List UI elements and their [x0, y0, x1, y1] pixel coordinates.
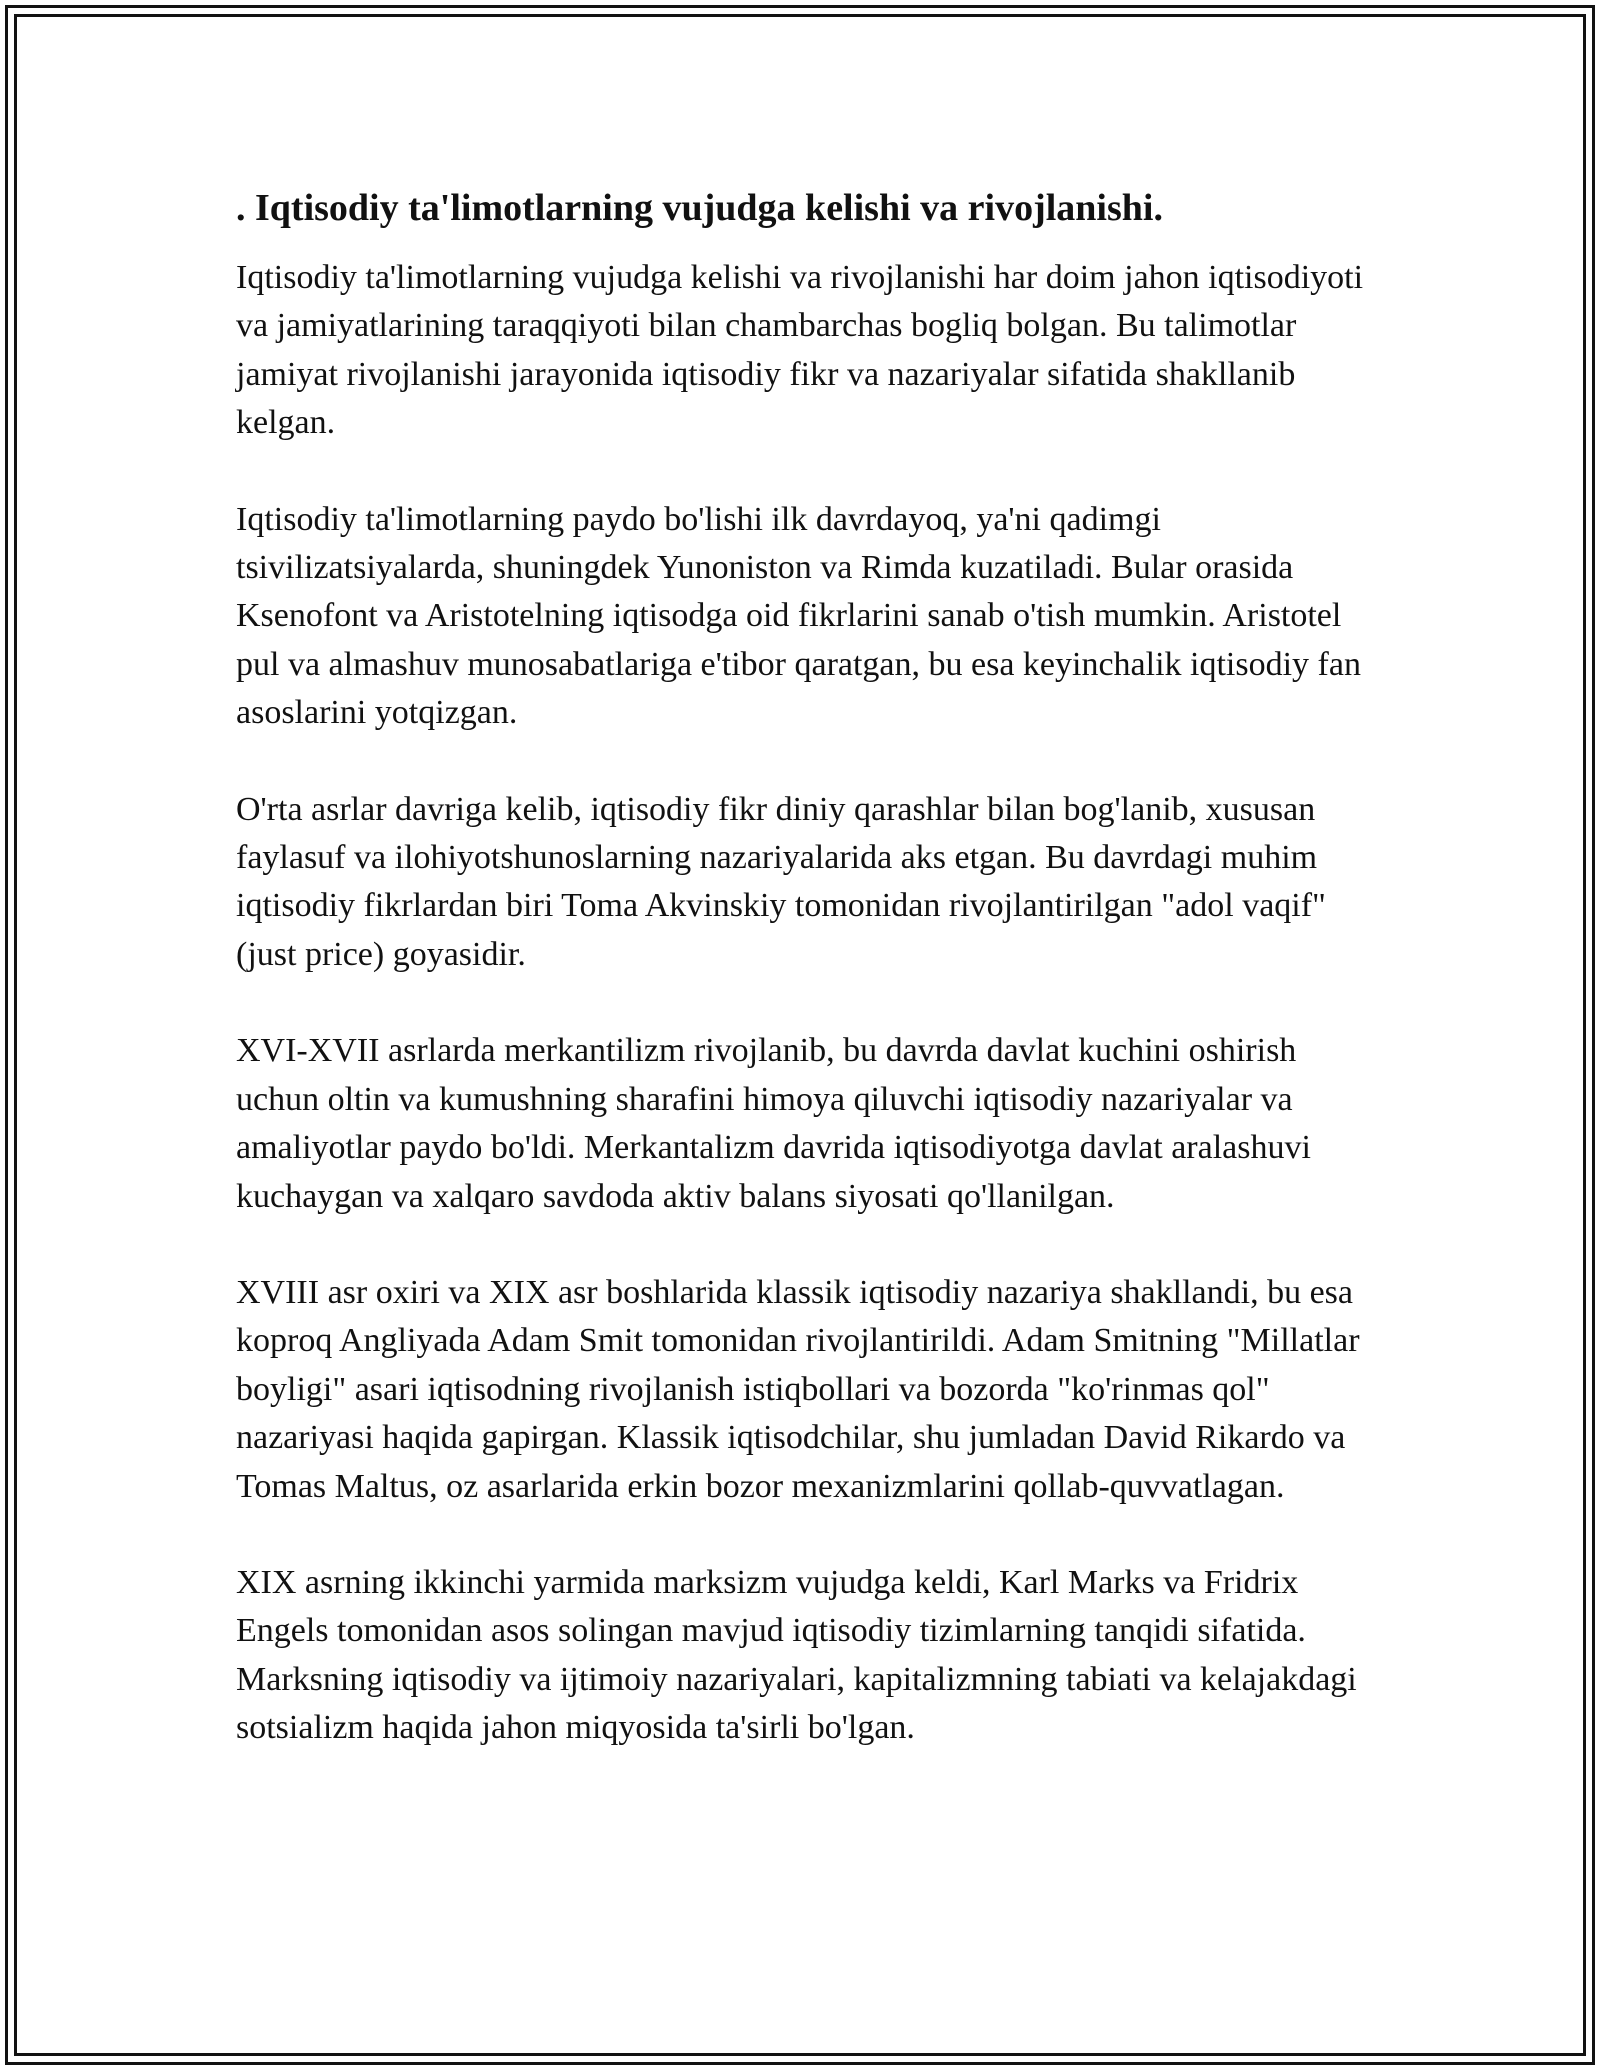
paragraph: Iqtisodiy ta'limotlarning vujudga kelishi va rivojlanishi har doim jahon iqtisodiyoti va jamiyatlarining taraqqiyoti bilan chambarchas bogliq bolgan. Bu talimotlar jamiyat rivojlanishi jarayonida iqtisodiy fikr va nazariyalar sifatida shakllanib kelgan.	[236, 259, 1364, 442]
paragraph: O'rta asrlar davriga kelib, iqtisodiy fikr diniy qarashlar bilan bog'lanib, xususan faylasuf va ilohiyotshunoslarning nazariyalarida aks etgan. Bu davrdagi muhim iqtisodiy fikrlardan biri Toma Akvinskiy tomonidan rivojlantirilgan "adol vaqif" (just price) goyasidir.	[236, 790, 1326, 973]
document-body	[236, 184, 1366, 1801]
paragraph: Iqtisodiy ta'limotlarning paydo bo'lishi ilk davrdayoq, ya'ni qadimgi tsivilizatsiyalarda, shuningdek Yunoniston va Rimda kuzatiladi. Bular orasida Ksenofont va Aristotelning iqtisodga oid fikrlarini sanab o'tish mumkin. Aristotel pul va almashuv munosabatlariga e'tibor qaratgan, bu esa keyinchalik iqtisodiy fan asoslarini yotqizgan.	[236, 500, 1361, 732]
paragraph: XIX asrning ikkinchi yarmida marksizm vujudga keldi, Karl Marks va Fridrix Engels tomonidan asos solingan mavjud iqtisodiy tizimlarning tanqidi sifatida. Marksning iqtisodiy va ijtimoiy nazariyalari, kapitalizmning tabiati va kelajakdagi sotsializm haqida jahon miqyosida ta'sirli bo'lgan.	[236, 1563, 1357, 1747]
document-title: . Iqtisodiy ta'limotlarning vujudga kelishi va rivojlanishi.	[236, 187, 1163, 229]
paragraph: XVI-XVII asrlarda merkantilizm rivojlanib, bu davrda davlat kuchini oshirish uchun oltin va kumushning sharafini himoya qiluvchi iqtisodiy nazariyalar va amaliyotlar paydo bo'ldi. Merkantalizm davrida iqtisodiyotga davlat aralashuvi kuchaygan va xalqaro savdoda aktiv balans siyosati qo'llanilgan.	[236, 1032, 1311, 1215]
paragraph: XVIII asr oxiri va XIX asr boshlarida klassik iqtisodiy nazariya shakllandi, bu esa koproq Angliyada Adam Smit tomonidan rivojlantirildi. Adam Smitning "Millatlar boyligi" asari iqtisodning rivojlanish istiqbollari va bozorda "ko'rinmas qol" nazariyasi haqida gapirgan. Klassik iqtisodchilar, shu jumladan David Rikardo va Tomas Maltus, oz asarlarida erkin bozor mexanizmlarini qollab-quvvatlagan.	[236, 1273, 1360, 1505]
